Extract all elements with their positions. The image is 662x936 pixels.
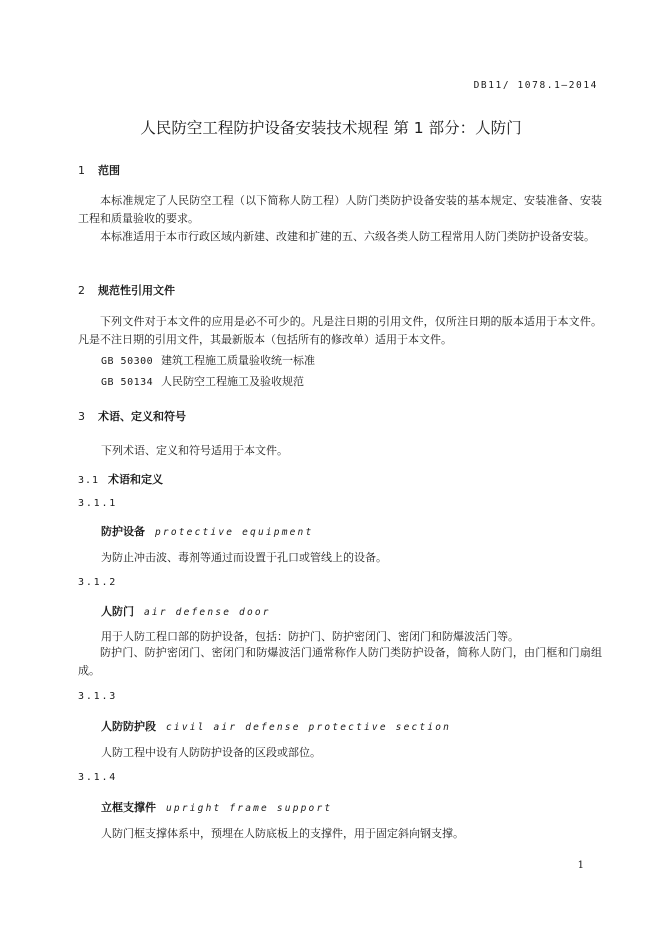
term-entry <box>101 603 271 619</box>
scope-paragraph-1: 本标准规定了人民防空工程（以下简称人防工程）人防门类防护设备安装的基本规定、安装准备、安装工程和质量验收的要求。 <box>78 194 602 225</box>
term-chinese: 人防防护段 <box>101 720 156 733</box>
normative-ref-item <box>101 352 315 368</box>
terms-intro: 下列术语、定义和符号适用于本文件。 <box>101 444 288 457</box>
standard-code: DB11/ 1078.1—2014 <box>473 80 598 91</box>
term-definition: 人防工程中设有人防防护设备的区段或部位。 <box>101 746 321 759</box>
ref-code: GB 50300 <box>101 356 154 367</box>
scope-paragraph-2: 本标准适用于本市行政区域内新建、改建和扩建的五、六级各类人防工程常用人防门类防护设备安装。 <box>100 230 595 243</box>
term-chinese: 立框支撑件 <box>101 801 156 814</box>
subsection-title: 术语和定义 <box>108 473 163 486</box>
ref-code: GB 50134 <box>101 377 154 388</box>
clause-number: 3.1.1 <box>78 498 118 509</box>
section-title: 术语、定义和符号 <box>98 410 186 423</box>
clause-number: 3.1.4 <box>78 772 118 783</box>
term-english: upright frame support <box>166 803 333 814</box>
ref-title: 人民防空工程施工及验收规范 <box>161 375 304 388</box>
section-number: 3 <box>78 410 85 423</box>
clause-number: 3.1.2 <box>78 577 118 588</box>
ref-title: 建筑工程施工质量验收统一标准 <box>161 354 315 367</box>
section-3-heading <box>78 408 186 424</box>
document-title: 人民防空工程防护设备安装技术规程 第 1 部分：人防门 <box>140 119 522 137</box>
term-entry <box>101 718 451 734</box>
term-definition: 用于人防工程口部的防护设备，包括：防护门、防护密闭门、密闭门和防爆波活门等。 <box>101 630 519 643</box>
normative-ref-item <box>101 373 304 389</box>
page-number: 1 <box>577 860 584 871</box>
section-title: 规范性引用文件 <box>98 284 175 297</box>
normative-refs-paragraph: 下列文件对于本文件的应用是必不可少的。凡是注日期的引用文件，仅所注日期的版本适用于本文件。凡是不注日期的引用文件，其最新版本（包括所有的修改单）适用于本文件。 <box>78 315 602 346</box>
subsection-3-1-heading <box>78 471 163 487</box>
section-title: 范围 <box>98 164 120 177</box>
term-chinese: 防护设备 <box>101 525 145 538</box>
term-note: 防护门、防护密闭门、密闭门和防爆波活门通常称作人防门类防护设备，简称人防门，由门框和门扇组成。 <box>78 646 602 677</box>
term-entry <box>101 799 332 815</box>
section-number: 1 <box>78 164 85 177</box>
term-definition: 人防门框支撑体系中，预埋在人防底板上的支撑件，用于固定斜向钢支撑。 <box>101 827 464 840</box>
section-1-heading <box>78 162 120 178</box>
term-english: air defense door <box>144 607 271 618</box>
clause-number: 3.1.3 <box>78 691 118 702</box>
term-definition: 为防止冲击波、毒剂等通过而设置于孔口或管线上的设备。 <box>101 551 387 564</box>
term-english: protective equipment <box>155 527 314 538</box>
section-2-heading <box>78 282 175 298</box>
section-number: 2 <box>78 284 85 297</box>
term-entry <box>101 523 313 539</box>
term-chinese: 人防门 <box>101 605 134 618</box>
subsection-number: 3.1 <box>78 475 100 486</box>
term-english: civil air defense protective section <box>166 722 452 733</box>
